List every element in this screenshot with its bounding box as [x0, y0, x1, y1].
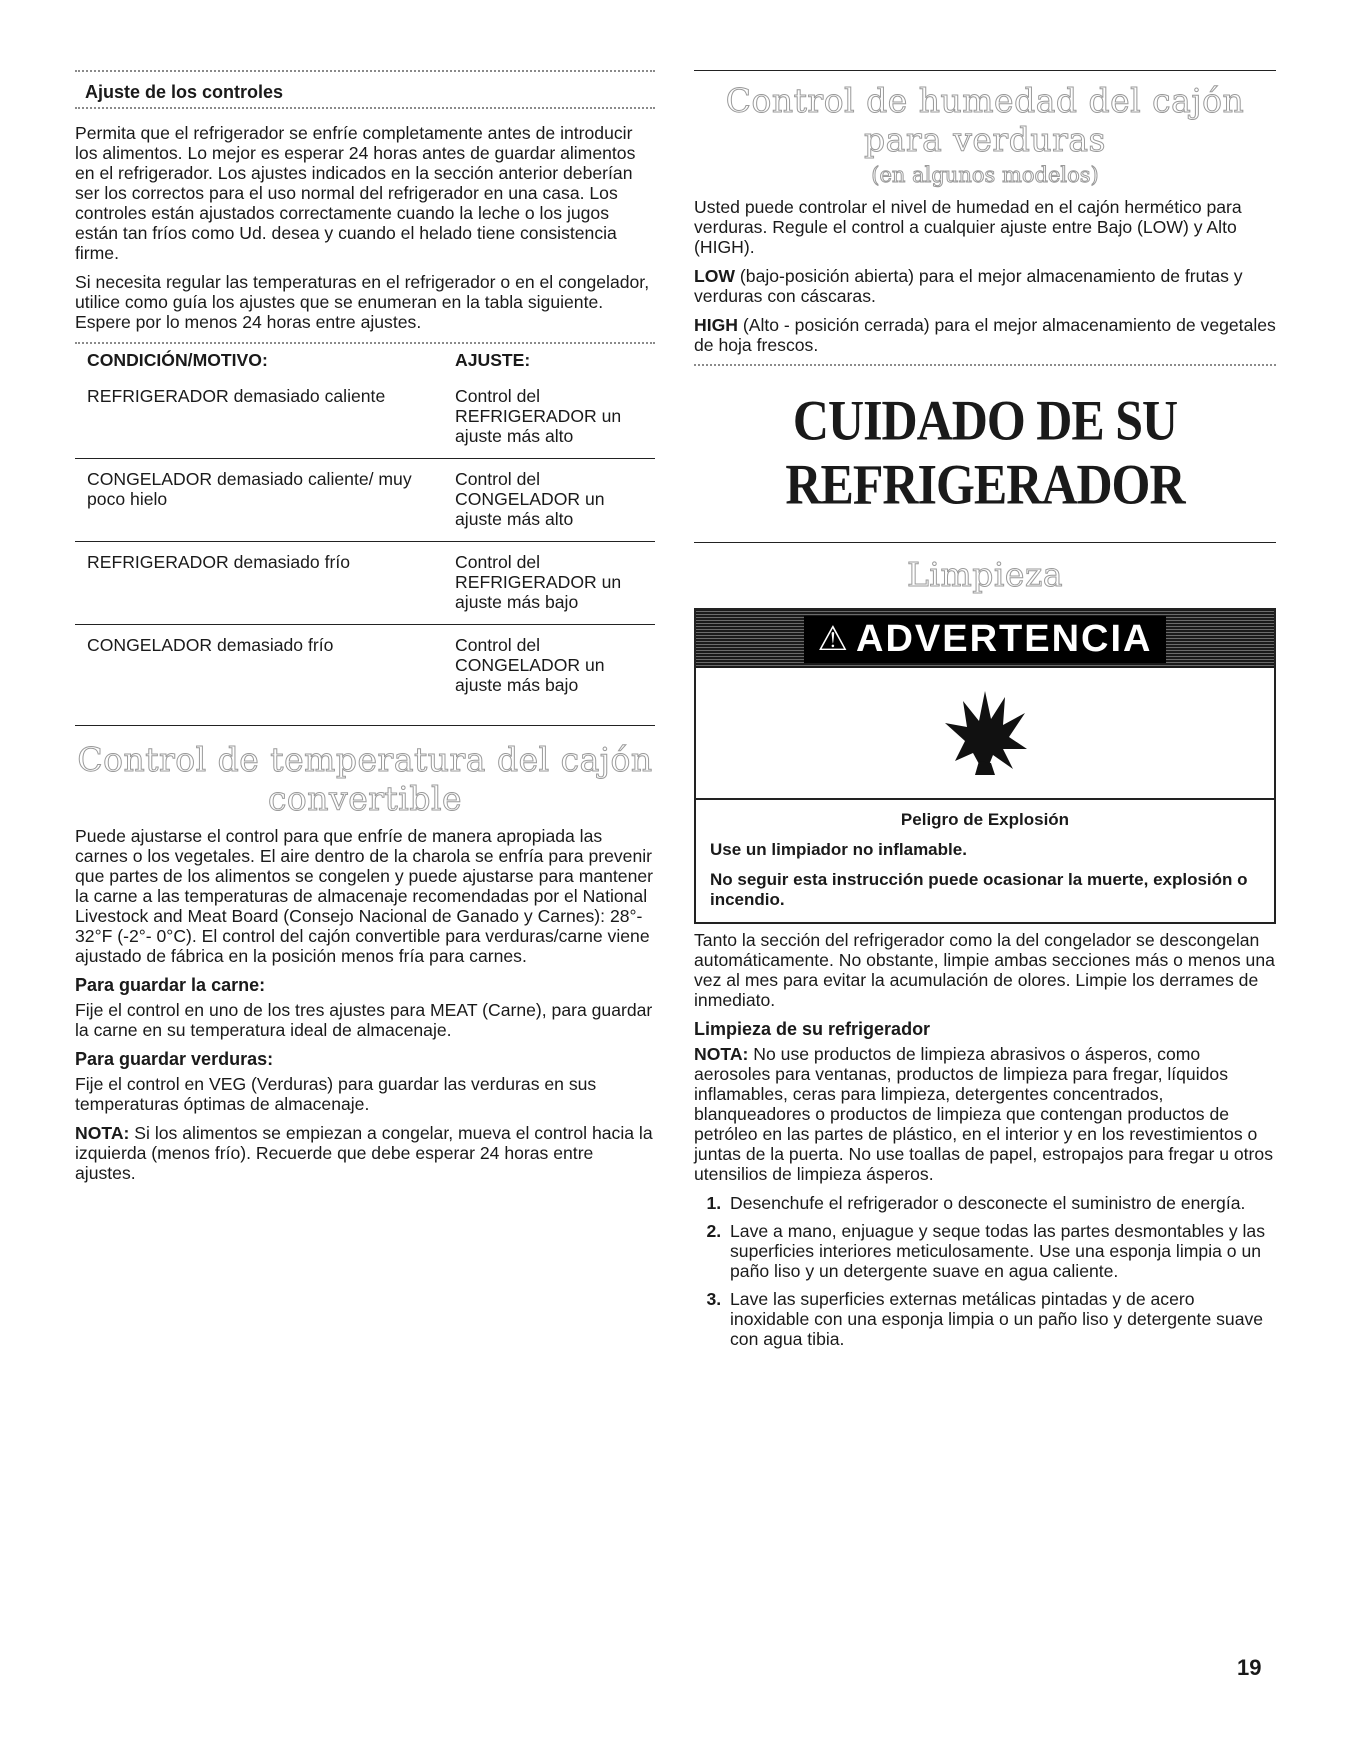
table-cell-condition: REFRIGERADOR demasiado frío — [75, 542, 443, 625]
table-row — [75, 625, 655, 708]
table-cell-condition: REFRIGERADOR demasiado caliente — [75, 376, 443, 459]
settings-table — [75, 344, 655, 707]
table-cell-condition: CONGELADOR demasiado caliente/ muy poco hielo — [75, 459, 443, 542]
nota-text: No use productos de limpieza abrasivos o ásperos, como aerosoles para ventanas, productos de limpieza para fregar, líquidos inflamables, ceras para limpieza, detergentes concentrados, blanqueadores o productos de limpieza que contengan productos de petróleo en las partes de plástico, en el interior y en los revestimientos o juntas de la puerta. No use toallas de papel, estropajos para fregar u otros utensilios de limpieza ásperos. — [694, 1044, 1273, 1184]
paragraph: Si necesita regular las temperaturas en el refrigerador o en el congelador, utilice como guía los ajustes que se enumeran en la tabla siguiente. Espere por lo menos 24 horas entre ajustes. — [75, 272, 650, 332]
big-title — [694, 387, 1276, 517]
warning-title: Peligro de Explosión — [900, 810, 1070, 829]
left-column — [75, 70, 655, 1192]
list-item: 2. Lave a mano, enjuague y seque todas las partes desmontables y las superficies interiores meticulosamente. Use una esponja limpia o un paño liso y un detergente suave en agua caliente. — [726, 1221, 1276, 1281]
table-cell-ajuste: Control del REFRIGERADOR un ajuste más bajo — [443, 542, 655, 625]
warning-banner — [696, 610, 1274, 668]
table-header-ajuste: AJUSTE: — [455, 350, 531, 370]
nota-label: NOTA: — [75, 1123, 130, 1143]
paragraph: Permita que el refrigerador se enfríe completamente antes de introducir los alimentos. Lo mejor es esperar 24 horas antes de guardar alimentos en el refrigerador. Los ajustes indicados en la sección anterior deberían ser los correctos para el uso normal del refrigerador en una casa. Los controles están ajustados correctamente cuando la leche o los jugos están tan fríos como Ud. desea y cuando el helado tiene consistencia firme. — [75, 123, 636, 263]
subheading-limpieza-refrigerador: Limpieza de su refrigerador — [694, 1019, 931, 1039]
table-cell-ajuste: Control del REFRIGERADOR un ajuste más alto — [443, 376, 655, 459]
low-text: (bajo-posición abierta) para el mejor almacenamiento de frutas y verduras con cáscaras. — [694, 266, 1243, 306]
page-number: 19 — [1237, 1655, 1262, 1680]
right-column — [694, 70, 1276, 1357]
paragraph: Usted puede controlar el nivel de humedad en el cajón hermético para verduras. Regule el control a cualquier ajuste entre Bajo (LOW) y Alto (HIGH). — [694, 197, 1242, 257]
top-rule — [694, 70, 1276, 71]
nota-text: Si los alimentos se empiezan a congelar, mueva el control hacia la izquierda (menos frío). Recuerde que debe esperar 24 horas entre ajustes. — [75, 1123, 653, 1183]
paragraph: Puede ajustarse el control para que enfríe de manera apropiada las carnes o los vegetales. El aire dentro de la charola se enfría para prevenir que partes de los alimentos se congelen y puede ajustarse para mantener la carne a las temperaturas de almacenaje recomendadas por el National Livestock and Meat Board (Consejo Nacional de Ganado y Carnes): 28°- 32°F (-2°- 0°C). El control del cajón convertible para verduras/carne viene ajustado de fábrica en la posición menos fría para carnes. — [75, 826, 654, 966]
high-text: (Alto - posición cerrada) para el mejor almacenamiento de vegetales de hoja frescos. — [694, 315, 1276, 355]
section-rule — [75, 725, 655, 726]
big-title-line1: CUIDADO DE SU — [792, 387, 1178, 453]
warning-box — [694, 608, 1276, 924]
paragraph: Fije el control en uno de los tres ajustes para MEAT (Carne), para guardar la carne en su temperatura ideal de almacenaje. — [75, 1000, 653, 1040]
warning-text — [696, 800, 1274, 922]
cleaning-steps — [694, 1193, 1276, 1349]
nota-paragraph — [694, 1044, 1276, 1184]
rule — [694, 364, 1276, 366]
heading-ajuste-controles: Ajuste de los controles — [85, 82, 284, 102]
warning-label — [804, 616, 1167, 663]
table-row — [75, 459, 655, 542]
top-rule — [75, 70, 655, 72]
warning-line1: Use un limpiador no inflamable. — [710, 840, 967, 859]
heading-limpieza: Limpieza — [906, 555, 1064, 594]
table-row — [75, 542, 655, 625]
table-row — [75, 376, 655, 459]
warning-icon-area — [696, 668, 1274, 800]
high-paragraph — [694, 315, 1276, 355]
high-label: HIGH — [694, 315, 738, 335]
big-title-line2: REFRIGERADOR — [785, 451, 1185, 517]
low-label: LOW — [694, 266, 736, 286]
low-paragraph — [694, 266, 1276, 306]
warning-label-text: ADVERTENCIA — [856, 617, 1153, 660]
warning-triangle-icon: ⚠ — [817, 620, 850, 658]
rule — [75, 107, 655, 109]
table-header-row — [75, 344, 655, 376]
paragraph: Tanto la sección del refrigerador como la del congelador se descongelan automáticamente. No obstante, limpie ambas secciones más o menos una vez al mes para evitar la acumulación de olores. Limpie los derrames de inmediato. — [694, 930, 1275, 1010]
subheading-modelos: (en algunos modelos) — [871, 163, 1099, 187]
heading-control-temperatura: Control de temperatura del cajón convertible — [77, 740, 653, 818]
table-header-condition: CONDICIÓN/MOTIVO: — [87, 350, 268, 370]
subheading-verduras: Para guardar verduras: — [75, 1049, 274, 1069]
nota-label: NOTA: — [694, 1044, 749, 1064]
heading-control-humedad: Control de humedad del cajón para verduras — [725, 81, 1245, 159]
paragraph: Fije el control en VEG (Verduras) para guardar las verduras en sus temperaturas óptimas de almacenaje. — [75, 1074, 597, 1114]
warning-line2: No seguir esta instrucción puede ocasionar la muerte, explosión o incendio. — [710, 870, 1248, 909]
subheading-carne: Para guardar la carne: — [75, 975, 266, 995]
explosion-hazard-icon — [935, 683, 1035, 783]
nota-paragraph — [75, 1123, 655, 1183]
list-item: 3. Lave las superficies externas metálicas pintadas y de acero inoxidable con una esponja limpia o un paño liso y detergente suave con agua tibia. — [726, 1289, 1276, 1349]
table-cell-condition: CONGELADOR demasiado frío — [87, 635, 334, 655]
section-rule — [694, 542, 1276, 543]
list-item: 1. Desenchufe el refrigerador o desconecte el suministro de energía. — [726, 1193, 1276, 1213]
table-cell-ajuste: Control del CONGELADOR un ajuste más alto — [443, 459, 655, 542]
table-cell-ajuste: Control del CONGELADOR un ajuste más bajo — [455, 635, 605, 695]
